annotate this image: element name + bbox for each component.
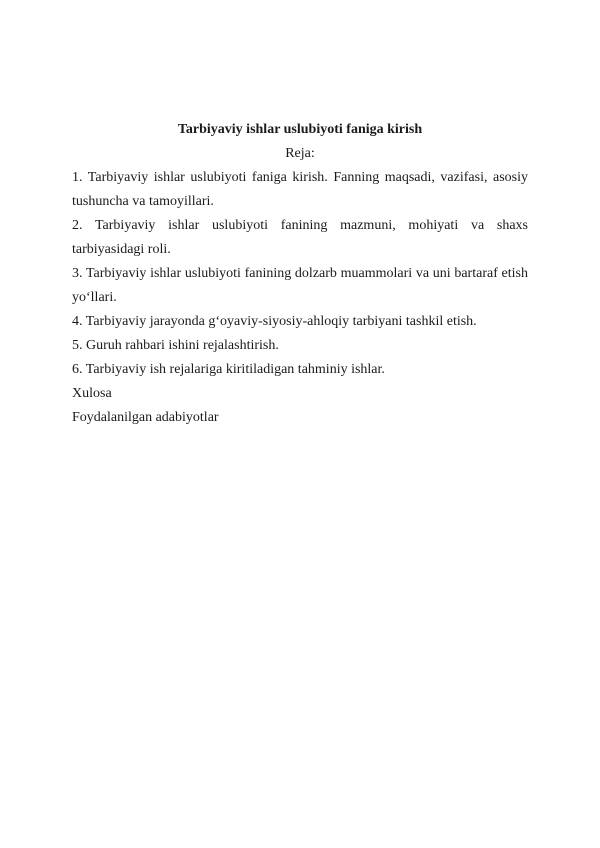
references-item: Foydalanilgan adabiyotlar	[72, 410, 219, 425]
document-content	[72, 118, 528, 430]
plan-item-3: 3. Tarbiyaviy ishlar uslubiyoti fanining dolzarb muammolari va uni bartaraf etish yo‘llari.	[72, 266, 528, 305]
plan-heading: Reja:	[285, 146, 315, 161]
plan-item-1: 1. Tarbiyaviy ishlar uslubiyoti faniga kirish. Fanning maqsadi, vazifasi, asosiy tushuncha va tamoyillari.	[72, 170, 528, 209]
conclusion-item: Xulosa	[72, 386, 112, 401]
plan-item-6: 6. Tarbiyaviy ish rejalariga kiritiladigan tahminiy ishlar.	[72, 362, 385, 377]
plan-item-5: 5. Guruh rahbari ishini rejalashtirish.	[72, 338, 279, 353]
plan-item-4: 4. Tarbiyaviy jarayonda g‘oyaviy-siyosiy-ahloqiy tarbiyani tashkil etish.	[72, 314, 477, 329]
document-title: Tarbiyaviy ishlar uslubiyoti faniga kirish	[177, 122, 423, 137]
plan-item-2: 2. Tarbiyaviy ishlar uslubiyoti fanining mazmuni, mohiyati va shaxs tarbiyasidagi roli.	[72, 218, 528, 257]
